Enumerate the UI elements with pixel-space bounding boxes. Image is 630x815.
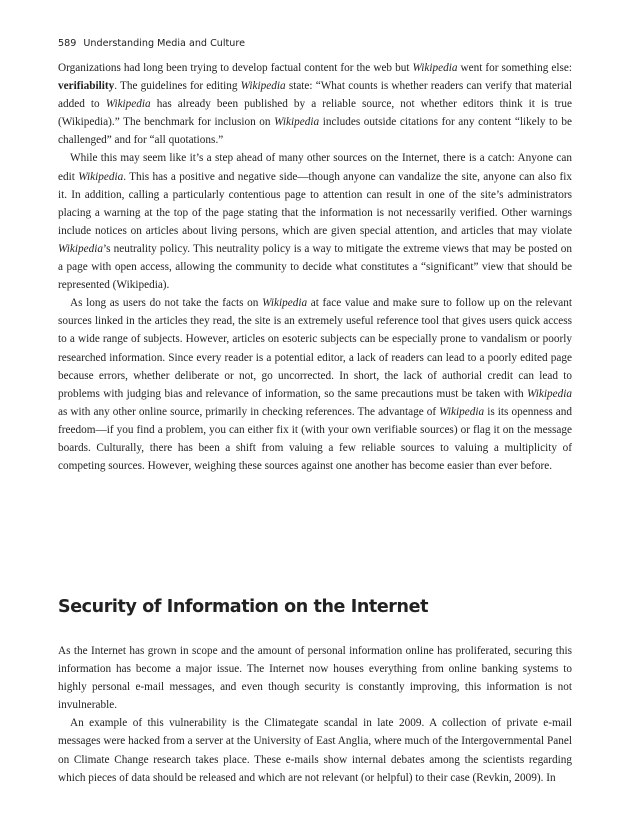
page-number: 589: [58, 38, 77, 49]
paragraph-open-editing: While this may seem like it’s a step ahead of many other sources on the Internet, there is a catch: Anyone can edit Wikipedia. This has a positive and negative side—though anyone can vandalize the site, anyone can also fix it. In addition, calling a particularly contentious page to attention can result in one of the site’s administrators placing a warning at the top of the page stating that the information is not necessarily verified. Other warnings include notices on articles about living persons, which are given special attention, and articles that may violate Wikipedia’s neutrality policy. This neutrality policy is a way to mitigate the extreme views that may be posted on a page with open access, allowing the community to decide what constitutes a “significant” view that should be represented (Wikipedia).: [58, 152, 572, 292]
section-heading: Security of Information on the Internet: [58, 597, 429, 617]
running-header: [58, 38, 245, 49]
paragraph-useful-reference: As long as users do not take the facts on Wikipedia at face value and make sure to follow up on the relevant sources linked in the articles they read, the site is an extremely useful reference tool that gives users quick access to a wide range of subjects. However, articles on esoteric subjects can be especially prone to vandalism or poorly researched information. Since every reader is a potential editor, a lack of readers can lead to a poorly edited page because errors, whether deliberate or not, go uncorrected. In short, the lack of authorial credit can lead to problems with judging bias and relevance of information, so the same precautions must be taken with Wikipedia as with any other online source, primarily in checking references. The advantage of Wikipedia is its openness and freedom—if you find a problem, you can either fix it (with your own verifiable sources) or flag it on the message boards. Culturally, there has been a shift from valuing a few reliable sources to valuing a multiplicity of competing sources. However, weighing these sources against one another has become easier than ever before.: [58, 297, 573, 473]
article-body-top: [58, 59, 572, 475]
paragraph-security-intro: As the Internet has grown in scope and the amount of personal information online has proliferated, securing this information has become a major issue. The Internet now houses everything from online banking systems to highly personal e-mail messages, and even though security is constantly improving, this information is not invulnerable.: [58, 645, 572, 712]
verifiability-term: verifiability: [58, 80, 115, 93]
paragraph-verifiability: Organizations had long been trying to develop factual content for the web but Wikipedia went for something else: verifiability. The guidelines for editing Wikipedia state: “What counts is whether readers can verify that material added to Wikipedia has already been published by a reliable source, not whether editors think it is true (Wikipedia).” The benchmark for inclusion on Wikipedia includes outside citations for any content “likely to be challenged” and for “all quotations.”: [58, 62, 572, 147]
book-title: Understanding Media and Culture: [83, 38, 245, 49]
paragraph-climategate: An example of this vulnerability is the Climategate scandal in late 2009. A collection of private e-mail messages were hacked from a server at the University of East Anglia, where much of the Intergovernmental Panel on Climate Change research takes place. These e-mails show internal debates among the scientists regarding which pieces of data should be released and which are not relevant (or helpful) to their case (Revkin, 2009). In: [58, 717, 572, 784]
article-body-security: [58, 642, 572, 787]
